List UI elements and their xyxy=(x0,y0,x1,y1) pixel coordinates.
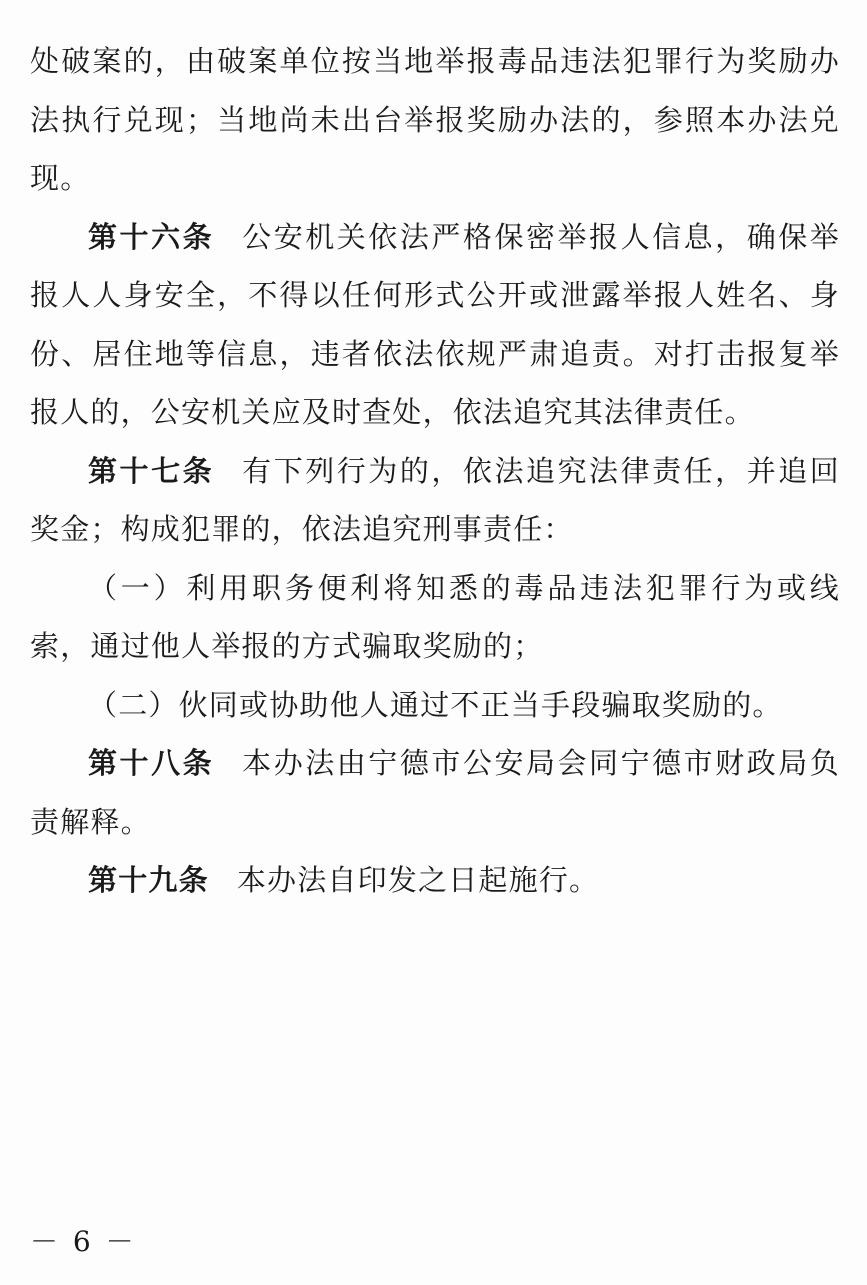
article-17 xyxy=(30,442,840,559)
paragraph-text: 本办法由宁德市公安局会同宁德市财政局负责解释。 xyxy=(30,746,840,839)
article-18 xyxy=(30,734,840,851)
paragraph-text: 公安机关依法严格保密举报人信息，确保举报人人身安全，不得以任何形式公开或泄露举报人姓名、身份、居住地等信息，违者依法依规严肃追责。对打击报复举报人的，公安机关应及时查处，依法追究其法律责任。 xyxy=(30,219,840,429)
paragraph-text: 有下列行为的，依法追究法律责任，并追回奖金；构成犯罪的，依法追究刑事责任： xyxy=(30,453,840,546)
article-number: 第十七条 xyxy=(88,453,215,488)
article-number: 第十九条 xyxy=(88,863,209,897)
paragraph-text: 处破案的，由破案单位按当地举报毒品违法犯罪行为奖励办法执行兑现；当地尚未出台举报奖励办法的，参照本办法兑现。 xyxy=(30,44,840,195)
article-19 xyxy=(30,851,840,910)
article-number: 第十六条 xyxy=(88,219,215,254)
article-number: 第十八条 xyxy=(88,746,215,780)
article-17-item-2 xyxy=(30,676,840,735)
paragraph-text: （一）利用职务便利将知悉的毒品违法犯罪行为或线索，通过他人举报的方式骗取奖励的； xyxy=(30,570,840,663)
article-17-item-1 xyxy=(30,559,840,676)
page-number: － 6 － xyxy=(30,1225,137,1258)
paragraph-text: （二）伙同或协助他人通过不正当手段骗取奖励的。 xyxy=(88,687,783,722)
paragraph-text: 本办法自印发之日起施行。 xyxy=(236,863,600,897)
article-16 xyxy=(30,208,840,442)
paragraph-continuation xyxy=(30,32,840,208)
document-body xyxy=(30,32,840,910)
